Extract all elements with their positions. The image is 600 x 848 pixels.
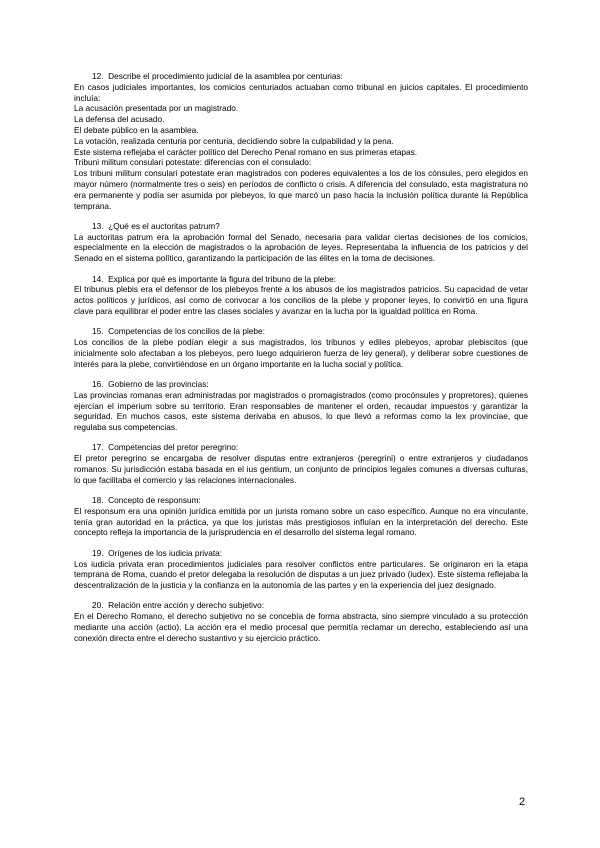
question-heading: 19. Orígenes de los iudicia privata: bbox=[92, 547, 223, 558]
answer-paragraph: La acusación presentada por un magistrado. bbox=[74, 103, 239, 114]
section-18 bbox=[74, 495, 528, 538]
section-14 bbox=[74, 274, 528, 317]
answer-paragraph: Los concilios de la plebe podían elegir a sus magistrados, los tribunos y ediles plebeyos, aprobar plebiscitos (que inicialmente solo afectaban a los plebeyos, pero luego adquirieron fuerza de ley general), y deliberar sobre cuestiones de interés para la plebe, convirtiéndose en un órgano importante en la lucha social y política. bbox=[74, 337, 528, 369]
question-heading: 18. Concepto de responsum: bbox=[92, 495, 201, 506]
answer-paragraph: Los tribuni militum consulari potestate eran magistrados con poderes equivalentes a los de los cónsules, pero elegidos en mayor número (normalmente tres o seis) en períodos de conflicto o crisis. A diferencia del consulado, esta magistratura no era permanente y podía ser asumida por plebeyos, lo que marcó un paso hacia la inclusión política durante la República temprana. bbox=[74, 168, 528, 211]
page-number: 2 bbox=[519, 796, 526, 808]
answer-paragraph: Las provincias romanas eran administradas por magistrados o promagistrados (como procónsules y propretores), quienes ejercían el imperium sobre su territorio. Eran responsables de mantener el orden, recaudar impuestos y garantizar la seguridad. En muchos casos, este sistema derivaba en abusos, lo que llevó a reformas como la lex provinciae, que regulaba sus competencias. bbox=[74, 389, 528, 433]
question-heading: 13. ¿Qué es el auctoritas patrum? bbox=[92, 220, 220, 231]
answer-paragraph: El tribunus plebis era el defensor de los plebeyos frente a los abusos de los magistrados patricios. Su capacidad de vetar actos políticos y jurídicos, así como de convocar a los concilios de la plebe y proponer leyes, lo convirtió en una figura clave para equilibrar el poder entre las clases sociales y avanzar en la lucha por la igualdad política en Roma. bbox=[74, 284, 528, 316]
answer-paragraph: El pretor peregrino se encargaba de resolver disputas entre extranjeros (peregrini) o entre extranjeros y ciudadanos romanos. Su jurisdicción estaba basada en el ius gentium, un conjunto de principios legales comunes a diversas culturas, lo que facilitaba el comercio y las relaciones internacionales. bbox=[74, 453, 528, 485]
section-19 bbox=[74, 548, 528, 591]
answer-paragraph: El responsum era una opinión jurídica emitida por un jurista romano sobre un caso específico. Aunque no era vinculante, tenía gran autoridad en la práctica, ya que los juristas más prestigiosos influían en la interpretación del derecho. Este concepto refleja la importancia de la jurisprudencia en el desarrollo del sistema legal romano. bbox=[74, 505, 528, 538]
answer-paragraph: El debate público en la asamblea. bbox=[74, 124, 199, 135]
answer-paragraph: La auctoritas patrum era la aprobación formal del Senado, necesaria para validar ciertas decisiones de los comicios, especialmente en la elección de magistrados o la aprobación de leyes. Representaba la influencia de los patricios y del Senado en el sistema político, garantizando la participación de las élites en la toma de decisiones. bbox=[74, 231, 528, 264]
answer-paragraph: Tribuni militum consulari potestate: diferencias con el consulado: bbox=[74, 157, 312, 168]
section-15 bbox=[74, 326, 528, 369]
section-20 bbox=[74, 600, 528, 643]
answer-paragraph: La votación, realizada centuria por centuria, decidiendo sobre la culpabilidad y la pena. bbox=[74, 135, 394, 146]
question-heading: 12. Describe el procedimiento judicial de la asamblea por centurias: bbox=[92, 71, 343, 81]
answer-paragraph: Los iudicia privata eran procedimientos judiciales para resolver conflictos entre particulares. Se originaron en la etapa temprana de Roma, cuando el pretor delegaba la resolución de disputas a un juez privado (iudex). Este sistema reflejaba la descentralización de la justicia y la confianza en la autonomía de las partes y en la experiencia del juez designado. bbox=[74, 558, 528, 591]
question-heading: 17. Competencias del pretor peregrino: bbox=[92, 442, 239, 453]
section-16 bbox=[74, 379, 528, 433]
answer-paragraph: En el Derecho Romano, el derecho subjetivo no se concebía de forma abstracta, sino siempre vinculado a su protección mediante una acción (actio). La acción era el medio procesal que permitía reclamar un derecho, estableciendo así una conexión directa entre el derecho sustantivo y su ejercicio práctico. bbox=[74, 611, 528, 643]
answer-paragraph: Este sistema reflejaba el carácter político del Derecho Penal romano en sus primeras etapas. bbox=[74, 146, 418, 157]
question-heading: 16. Gobierno de las provincias: bbox=[92, 378, 209, 389]
question-heading: 14. Explica por qué es importante la figura del tribuno de la plebe: bbox=[92, 273, 336, 284]
answer-paragraph: La defensa del acusado. bbox=[74, 114, 165, 125]
question-heading: 20. Relación entre acción y derecho subjetivo: bbox=[92, 600, 265, 611]
section-12 bbox=[74, 71, 528, 211]
answer-paragraph: En casos judiciales importantes, los comicios centuriados actuaban como tribunal en juicios capitales. El procedimiento incluía: bbox=[74, 81, 528, 103]
question-heading: 15. Competencias de los concilios de la plebe: bbox=[92, 326, 265, 337]
section-17 bbox=[74, 442, 528, 485]
document-body bbox=[74, 71, 528, 653]
section-13 bbox=[74, 221, 528, 264]
